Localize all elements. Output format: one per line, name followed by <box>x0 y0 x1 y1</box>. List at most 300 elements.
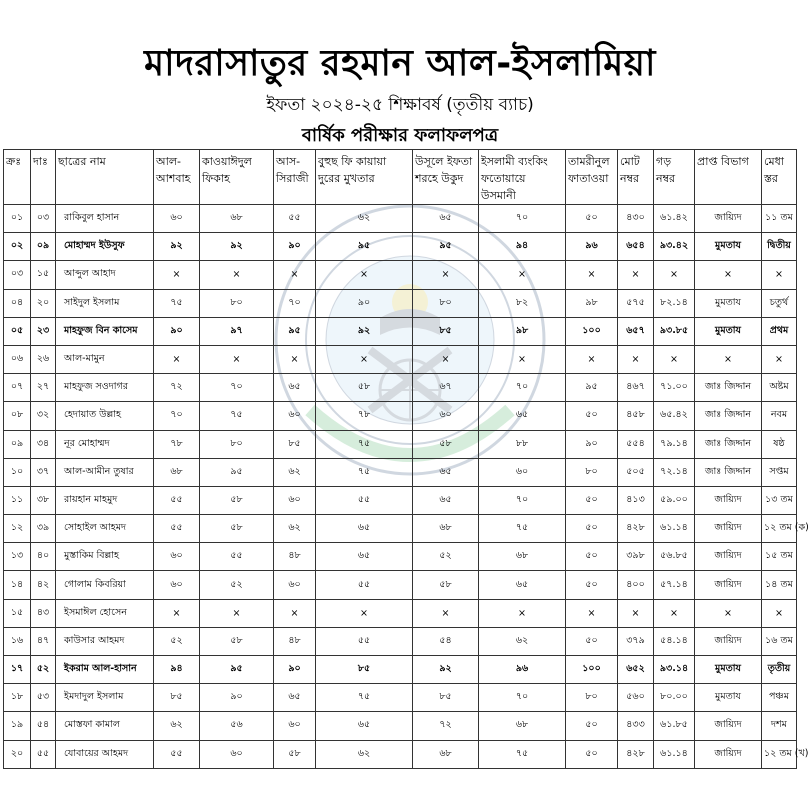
table-cell: ৫৮ <box>200 515 274 543</box>
table-cell: ৬০ <box>154 543 200 571</box>
table-cell: ৪০০ <box>618 571 654 599</box>
table-cell: ৫৬০ <box>618 684 654 712</box>
table-cell: ৫৬ <box>200 712 274 740</box>
table-row <box>4 627 797 655</box>
table-cell: ১৫ <box>31 261 56 289</box>
table-cell: ৭৮ <box>316 402 413 430</box>
table-cell: ৯৩.৪২ <box>654 233 695 261</box>
table-cell: ২০ <box>31 289 56 317</box>
table-cell: ৬০ <box>274 402 316 430</box>
column-header: আস-সিরাজী <box>274 150 316 205</box>
table-cell: ৪৭ <box>31 627 56 655</box>
table-cell: ৬৫ <box>316 543 413 571</box>
table-cell: ৭৫ <box>479 740 566 768</box>
table-cell: ০৮ <box>4 402 31 430</box>
table-cell: ৯৩.১৪ <box>654 656 695 684</box>
table-cell: ০৭ <box>4 374 31 402</box>
table-cell: ৫৫ <box>154 515 200 543</box>
table-cell: ০৩ <box>31 205 56 233</box>
table-cell: × <box>654 599 695 627</box>
table-cell: ১১ <box>4 486 31 514</box>
table-cell: ৮০ <box>200 289 274 317</box>
table-cell: জাঃ জিদ্দান <box>695 374 762 402</box>
column-header: ইসলামী ব্যংকিং ফতোয়ায়ে উসমানী <box>479 150 566 205</box>
table-cell: ৯৪ <box>479 233 566 261</box>
table-cell: ৫২ <box>200 571 274 599</box>
table-cell: ৪৩৩ <box>618 712 654 740</box>
table-cell: ৬৮ <box>479 543 566 571</box>
table-cell: জাঃ জিদ্দান <box>695 402 762 430</box>
table-cell: × <box>695 261 762 289</box>
table-cell: ৭০ <box>479 374 566 402</box>
table-cell: × <box>618 599 654 627</box>
table-cell: ১৮ <box>4 684 31 712</box>
table-cell: সপ্তম <box>762 458 797 486</box>
table-cell: ১৯ <box>4 712 31 740</box>
table-cell: ৭২ <box>154 374 200 402</box>
table-cell: ৯২ <box>200 233 274 261</box>
table-cell: ১৫ তম <box>762 543 797 571</box>
table-cell: ৭৫ <box>200 402 274 430</box>
table-cell: ৬৮ <box>200 205 274 233</box>
table-cell: ৬৮ <box>479 712 566 740</box>
table-cell: ৪২৮ <box>618 740 654 768</box>
student-name-cell: যোবায়ের আহমদ <box>56 740 154 768</box>
table-cell: ৯৮ <box>566 289 618 317</box>
table-row <box>4 656 797 684</box>
table-cell: ৪২ <box>31 571 56 599</box>
table-cell: ৬৮ <box>154 458 200 486</box>
table-cell: ৩৭৯ <box>618 627 654 655</box>
table-cell: ৬১.১৪ <box>654 740 695 768</box>
table-cell: × <box>274 261 316 289</box>
table-cell: ৫৪ <box>413 627 479 655</box>
table-cell: ৬৮ <box>413 740 479 768</box>
table-cell: ৬০ <box>154 571 200 599</box>
table-cell: ৫৫ <box>274 205 316 233</box>
column-header: ছাত্রের নাম <box>56 150 154 205</box>
page-title: মাদরাসাতুর রহমান আল-ইসলামিয়া <box>144 43 656 84</box>
table-cell: ৬০ <box>200 740 274 768</box>
table-cell: ৫৭৫ <box>618 289 654 317</box>
table-cell: ৬৫ <box>479 571 566 599</box>
table-cell: তৃতীয় <box>762 656 797 684</box>
table-cell: ৫৫ <box>200 543 274 571</box>
column-header: দাঃ <box>31 150 56 205</box>
table-cell: ১২ তম (ক) <box>762 515 797 543</box>
result-sheet-heading: বার্ষিক পরীক্ষার ফলাফলপত্র <box>301 125 499 146</box>
table-cell: ৬০ <box>274 486 316 514</box>
table-cell: ৬১.৮৫ <box>654 712 695 740</box>
table-cell: × <box>200 261 274 289</box>
student-name-cell: মাহফুজ সওদাগর <box>56 374 154 402</box>
table-cell: ৬৭ <box>413 374 479 402</box>
table-cell: ৮২.১৪ <box>654 289 695 317</box>
table-cell: ০৯ <box>31 233 56 261</box>
table-cell: ৮০.০০ <box>654 684 695 712</box>
table-cell: × <box>762 261 797 289</box>
table-cell: ৯০ <box>316 289 413 317</box>
table-cell: ০১ <box>4 205 31 233</box>
column-header: বুহুছ ফি কায়ায়া দুরের মুখতার <box>316 150 413 205</box>
table-cell: ১২ <box>4 515 31 543</box>
table-cell: ১৫ <box>4 599 31 627</box>
table-cell: × <box>316 345 413 373</box>
table-row <box>4 402 797 430</box>
table-cell: জায়্যিদ <box>695 486 762 514</box>
table-cell: ১১ তম <box>762 205 797 233</box>
table-cell: ৫৮ <box>316 374 413 402</box>
table-row <box>4 543 797 571</box>
session-subtitle: ইফতা ২০২৪-২৫ শিক্ষাবর্ষ (তৃতীয় ব্যাচ) <box>266 95 534 115</box>
table-cell: ১৭ <box>4 656 31 684</box>
table-cell: জায়্যিদ <box>695 740 762 768</box>
student-name-cell: কাউসার আহমদ <box>56 627 154 655</box>
table-cell: ৩৯ <box>31 515 56 543</box>
table-cell: ৫৫৪ <box>618 430 654 458</box>
table-cell: ৫০ <box>566 627 618 655</box>
table-cell: ৯৬ <box>479 656 566 684</box>
table-cell: ৬৫২ <box>618 656 654 684</box>
table-cell: ৬২ <box>479 627 566 655</box>
table-cell: ৯৮ <box>479 317 566 345</box>
table-cell: × <box>154 599 200 627</box>
table-row <box>4 712 797 740</box>
table-cell: ৬১.৪২ <box>654 205 695 233</box>
table-cell: ৮০ <box>413 289 479 317</box>
table-cell: ৯৫ <box>274 317 316 345</box>
table-cell: ৭০ <box>200 374 274 402</box>
table-cell: ৮৫ <box>316 656 413 684</box>
table-cell: ১২ তম (খ) <box>762 740 797 768</box>
table-cell: ৯৪ <box>154 656 200 684</box>
table-row <box>4 430 797 458</box>
table-cell: ৭০ <box>479 205 566 233</box>
table-cell: দশম <box>762 712 797 740</box>
table-cell: ৫০ <box>566 402 618 430</box>
table-cell: ৬২ <box>316 740 413 768</box>
student-name-cell: সাইদুল ইসলাম <box>56 289 154 317</box>
student-name-cell: রাকিবুল হাসান <box>56 205 154 233</box>
table-cell: ৭০ <box>274 289 316 317</box>
table-cell: ৭৯.১৪ <box>654 430 695 458</box>
table-cell: ৪৮ <box>274 543 316 571</box>
column-header: মেধা স্তর <box>762 150 797 205</box>
table-cell: মুমতায <box>695 684 762 712</box>
table-cell: ১৪ তম <box>762 571 797 599</box>
table-cell: ১৪ <box>4 571 31 599</box>
table-cell: × <box>316 261 413 289</box>
table-cell: ৬৫৭ <box>618 317 654 345</box>
table-cell: × <box>566 345 618 373</box>
table-cell: × <box>413 345 479 373</box>
table-cell: ৯৬ <box>566 233 618 261</box>
table-cell: জায়্যিদ <box>695 571 762 599</box>
result-table <box>3 149 809 769</box>
table-cell: ৩৭ <box>31 458 56 486</box>
table-cell: ৫০ <box>566 740 618 768</box>
table-cell: ০৪ <box>4 289 31 317</box>
table-cell: ৬১.১৪ <box>654 515 695 543</box>
table-cell: ১৩ <box>4 543 31 571</box>
table-cell: ৪৫৮ <box>618 402 654 430</box>
table-cell: ৬৫ <box>274 374 316 402</box>
student-name-cell: ইসমাঈল হোসেন <box>56 599 154 627</box>
table-cell: ৫৮ <box>413 571 479 599</box>
table-cell: × <box>654 261 695 289</box>
table-row <box>4 458 797 486</box>
table-cell: ৬৫ <box>316 712 413 740</box>
table-cell: ৩৯৮ <box>618 543 654 571</box>
table-cell: ৯২ <box>154 233 200 261</box>
table-cell: ৭৫ <box>316 684 413 712</box>
table-row <box>4 261 797 289</box>
table-cell: × <box>618 261 654 289</box>
table-cell: × <box>695 345 762 373</box>
table-cell: ৭৫ <box>479 515 566 543</box>
table-cell: মুমতায <box>695 289 762 317</box>
table-cell: ১০ <box>4 458 31 486</box>
table-cell: × <box>695 599 762 627</box>
student-name-cell: ইকরাম আল-হাসান <box>56 656 154 684</box>
table-cell: জায়্যিদ <box>695 205 762 233</box>
table-cell: ৮০ <box>200 430 274 458</box>
table-cell: মুমতায <box>695 233 762 261</box>
table-cell: ২৭ <box>31 374 56 402</box>
table-cell: ০৩ <box>4 261 31 289</box>
table-cell: ৫৮ <box>200 486 274 514</box>
table-cell: ৪৩০ <box>618 205 654 233</box>
table-cell: ৫৪ <box>31 712 56 740</box>
table-cell: ৬৫ <box>413 458 479 486</box>
table-cell: ৫৫ <box>316 627 413 655</box>
table-cell: ৬৫ <box>316 515 413 543</box>
table-cell: ৪২৮ <box>618 515 654 543</box>
table-cell: ৯৩.৮৫ <box>654 317 695 345</box>
table-cell: ২০ <box>4 740 31 768</box>
table-cell: ৮৫ <box>413 317 479 345</box>
table-cell: ৫৬.৮৫ <box>654 543 695 571</box>
table-cell: ৯৫ <box>200 458 274 486</box>
table-cell: × <box>413 261 479 289</box>
table-row <box>4 571 797 599</box>
table-cell: ৫৮ <box>413 430 479 458</box>
student-name-cell: ইমদাদুল ইসলাম <box>56 684 154 712</box>
table-cell: ৯২ <box>413 656 479 684</box>
student-name-cell: আল-আমীন তুষার <box>56 458 154 486</box>
table-cell: ৫০ <box>566 205 618 233</box>
student-name-cell: সোহাইল আহমদ <box>56 515 154 543</box>
table-row <box>4 599 797 627</box>
table-cell: প্রথম <box>762 317 797 345</box>
table-cell: ৬৮ <box>413 515 479 543</box>
table-cell: ৭২.১৪ <box>654 458 695 486</box>
table-row <box>4 374 797 402</box>
table-cell: ১৬ তম <box>762 627 797 655</box>
table-cell: ৮৫ <box>413 684 479 712</box>
column-header: ক্রঃ <box>4 150 31 205</box>
table-row <box>4 486 797 514</box>
student-name-cell: মাহফুজ বিন কাসেম <box>56 317 154 345</box>
column-header: মোট নম্বর <box>618 150 654 205</box>
table-cell: ৫৫ <box>154 740 200 768</box>
table-cell: জায়্যিদ <box>695 543 762 571</box>
table-cell: ৪১৩ <box>618 486 654 514</box>
table-cell: × <box>654 345 695 373</box>
table-cell: ৭৫ <box>316 430 413 458</box>
table-cell: ৫২ <box>154 627 200 655</box>
table-cell: ৫৫ <box>316 486 413 514</box>
table-cell: × <box>274 345 316 373</box>
table-cell: ৯৭ <box>200 317 274 345</box>
table-cell: × <box>762 599 797 627</box>
table-cell: ৫৫ <box>154 486 200 514</box>
table-cell: ৬০ <box>413 402 479 430</box>
table-cell: ৫৫ <box>316 571 413 599</box>
table-cell: × <box>479 599 566 627</box>
table-row <box>4 289 797 317</box>
table-cell: ৫০ <box>566 712 618 740</box>
table-cell: ৭০ <box>154 402 200 430</box>
table-cell: মুমতায <box>695 317 762 345</box>
table-cell: দ্বিতীয় <box>762 233 797 261</box>
table-cell: ৯২ <box>316 317 413 345</box>
student-name-cell: আল-মামুন <box>56 345 154 373</box>
table-cell: ৫৮ <box>200 627 274 655</box>
table-cell: × <box>762 345 797 373</box>
table-row <box>4 740 797 768</box>
table-cell: ৯০ <box>200 684 274 712</box>
table-cell: ৯০ <box>274 233 316 261</box>
student-name-cell: নূর মোহাম্মদ <box>56 430 154 458</box>
table-cell: × <box>479 261 566 289</box>
table-cell: চতুর্থ <box>762 289 797 317</box>
table-cell: ৭৮ <box>154 430 200 458</box>
table-cell: নবম <box>762 402 797 430</box>
table-cell: ৬৫ <box>274 684 316 712</box>
table-cell: ৫০ <box>566 515 618 543</box>
student-name-cell: গোলাম কিবরিয়া <box>56 571 154 599</box>
table-cell: ০২ <box>4 233 31 261</box>
table-cell: × <box>200 599 274 627</box>
table-cell: ৬০ <box>274 571 316 599</box>
table-cell: ৬২ <box>316 205 413 233</box>
table-cell: ১০০ <box>566 656 618 684</box>
table-cell: ৪০ <box>31 543 56 571</box>
table-cell: ৮০ <box>566 458 618 486</box>
table-row <box>4 317 797 345</box>
table-row <box>4 684 797 712</box>
table-cell: ৮০ <box>566 684 618 712</box>
table-cell: ৩৪ <box>31 430 56 458</box>
table-cell: ৫৫ <box>31 740 56 768</box>
table-cell: ৪৩ <box>31 599 56 627</box>
table-cell: ৬৫.৪২ <box>654 402 695 430</box>
table-cell: × <box>566 599 618 627</box>
table-cell: ৯৫ <box>316 233 413 261</box>
table-cell: ৭১.০০ <box>654 374 695 402</box>
table-cell: ১০০ <box>566 317 618 345</box>
table-cell: ৩২ <box>31 402 56 430</box>
table-cell: ০৯ <box>4 430 31 458</box>
table-cell: ৭০ <box>479 684 566 712</box>
table-cell: ৬০ <box>479 458 566 486</box>
student-name-cell: মোহাম্মদ ইউসুফ <box>56 233 154 261</box>
table-cell: ৯৫ <box>413 233 479 261</box>
table-cell: ষষ্ঠ <box>762 430 797 458</box>
table-cell: ৫০ <box>566 571 618 599</box>
table-cell: × <box>154 261 200 289</box>
table-cell: ৫০৫ <box>618 458 654 486</box>
table-cell: ৩৮ <box>31 486 56 514</box>
table-cell: ৯০ <box>154 317 200 345</box>
table-cell: ২৬ <box>31 345 56 373</box>
student-name-cell: রায়হান মাহমুদ <box>56 486 154 514</box>
column-header: উসূলে ইফতা শরহে উকুদ <box>413 150 479 205</box>
table-cell: × <box>316 599 413 627</box>
table-cell: × <box>566 261 618 289</box>
student-name-cell: আব্দুল আহাদ <box>56 261 154 289</box>
table-cell: × <box>200 345 274 373</box>
column-header: কাওয়াঈদুল ফিকাহ <box>200 150 274 205</box>
table-cell: ৫৩ <box>31 684 56 712</box>
table-cell: ৭২ <box>413 712 479 740</box>
table-cell: ৪৬৭ <box>618 374 654 402</box>
table-cell: × <box>479 345 566 373</box>
table-cell: ০৫ <box>4 317 31 345</box>
table-cell: ৫২ <box>413 543 479 571</box>
table-cell: ৭৫ <box>154 289 200 317</box>
table-cell: ৫৭.১৪ <box>654 571 695 599</box>
table-cell: ৫৮ <box>274 740 316 768</box>
table-cell: জায়্যিদ <box>695 712 762 740</box>
table-cell: অষ্টম <box>762 374 797 402</box>
table-cell: ৬৫ <box>413 486 479 514</box>
table-cell: ৬০ <box>154 205 200 233</box>
table-cell: ৫৯.০০ <box>654 486 695 514</box>
table-cell: ৮৫ <box>274 430 316 458</box>
table-cell: ৬২ <box>274 515 316 543</box>
table-row <box>4 205 797 233</box>
table-cell: ৫২ <box>31 656 56 684</box>
table-cell: জায়্যিদ <box>695 515 762 543</box>
table-cell: ৮৮ <box>479 430 566 458</box>
table-cell: ৫৪.১৪ <box>654 627 695 655</box>
table-cell: ১৩ তম <box>762 486 797 514</box>
table-cell: জাঃ জিদ্দান <box>695 430 762 458</box>
column-header: গড় নম্বর <box>654 150 695 205</box>
table-row <box>4 233 797 261</box>
table-cell: ৯০ <box>566 430 618 458</box>
table-cell: ৪৮ <box>274 627 316 655</box>
table-cell: ০৬ <box>4 345 31 373</box>
table-cell: × <box>154 345 200 373</box>
table-cell: ৫০ <box>566 486 618 514</box>
table-cell: ৬৫ <box>479 402 566 430</box>
table-row <box>4 345 797 373</box>
table-cell: × <box>413 599 479 627</box>
table-cell: ৭০ <box>479 486 566 514</box>
table-cell: ৬২ <box>274 458 316 486</box>
table-cell: ৯০ <box>274 656 316 684</box>
table-cell: ৭৫ <box>316 458 413 486</box>
table-cell: ৮৫ <box>154 684 200 712</box>
table-cell: পঞ্চম <box>762 684 797 712</box>
table-cell: জায়্যিদ <box>695 627 762 655</box>
table-cell: × <box>274 599 316 627</box>
column-header: আল-আশবাহ <box>154 150 200 205</box>
table-cell: ৬০ <box>274 712 316 740</box>
